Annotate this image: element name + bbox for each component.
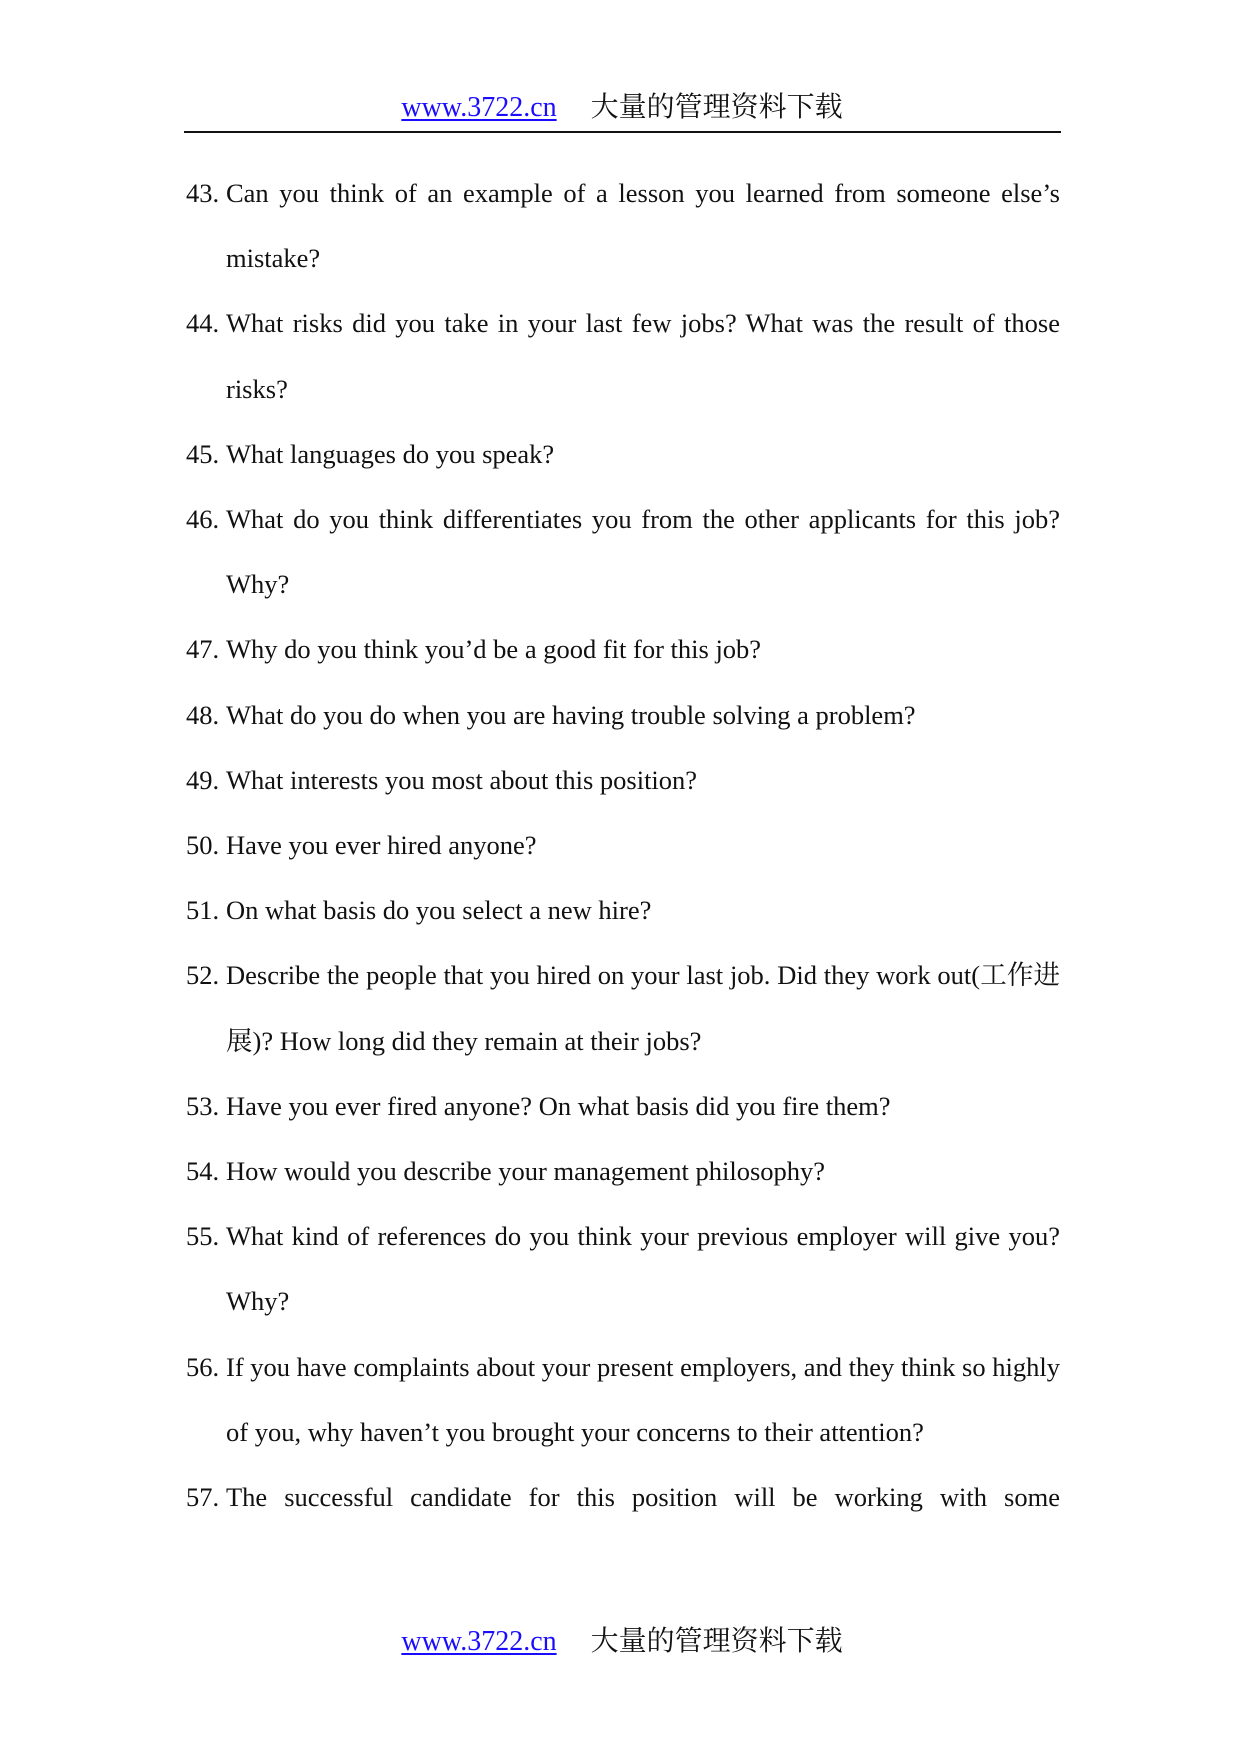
question-text: What kind of references do you think your previous employer will give you? Why? (226, 1221, 1060, 1317)
question-item-43 (186, 161, 1060, 291)
question-text: What interests you most about this position? (226, 764, 698, 795)
question-item-56 (186, 1335, 1060, 1465)
question-item-52 (186, 943, 1060, 1073)
question-item-53 (186, 1074, 1060, 1139)
question-number: 57. (186, 1482, 220, 1513)
question-number: 55. (186, 1221, 220, 1252)
question-list (186, 161, 1060, 1530)
question-item-49 (186, 748, 1060, 813)
question-text: Describe the people that you hired on your last job. Did they work out(工作进展)? How long did they remain at their jobs? (226, 960, 1060, 1056)
question-number: 54. (186, 1156, 220, 1187)
question-number: 51. (186, 895, 220, 926)
question-text: If you have complaints about your present employers, and they think so highly of you, why haven’t you brought your concerns to their attention? (226, 1351, 1060, 1447)
question-number: 47. (186, 634, 220, 665)
footer-tagline: 大量的管理资料下载 (590, 1626, 843, 1657)
question-item-44 (186, 291, 1060, 421)
question-item-50 (186, 813, 1060, 878)
question-text: Have you ever hired anyone? (226, 830, 537, 861)
question-number: 43. (186, 178, 220, 208)
header-divider (184, 131, 1061, 133)
question-number: 45. (186, 438, 220, 469)
question-number: 56. (186, 1351, 220, 1382)
question-item-55 (186, 1204, 1060, 1334)
question-number: 50. (186, 830, 220, 861)
question-number: 52. (186, 960, 220, 991)
question-item-51 (186, 878, 1060, 943)
question-number: 53. (186, 1090, 220, 1121)
header-site-link[interactable]: www.3722.cn (401, 92, 557, 123)
question-text: What do you think differentiates you from the other applicants for this job? Why? (226, 504, 1060, 600)
question-item-48 (186, 683, 1060, 748)
question-number: 44. (186, 308, 220, 339)
question-text: What risks did you take in your last few jobs? What was the result of those risks? (226, 308, 1060, 404)
question-item-45 (186, 422, 1060, 487)
question-text: Have you ever fired anyone? On what basis did you fire them? (226, 1090, 891, 1121)
question-text: What do you do when you are having trouble solving a problem? (226, 699, 916, 730)
question-item-54 (186, 1139, 1060, 1204)
question-text: On what basis do you select a new hire? (226, 895, 652, 926)
question-item-46 (186, 487, 1060, 617)
question-text: What languages do you speak? (226, 438, 555, 469)
question-item-57 (186, 1465, 1060, 1530)
header-tagline: 大量的管理资料下载 (590, 92, 843, 123)
question-text: The successful candidate for this position will be working with some (226, 1482, 1060, 1513)
question-number: 48. (186, 699, 220, 730)
page-header (184, 90, 1060, 126)
question-text: Can you think of an example of a lesson you learned from someone else’s mistake? (226, 178, 1060, 274)
question-text: Why do you think you’d be a good fit for this job? (226, 634, 762, 665)
question-number: 46. (186, 504, 220, 535)
page-footer (184, 1624, 1060, 1660)
footer-site-link[interactable]: www.3722.cn (401, 1626, 557, 1657)
question-item-47 (186, 617, 1060, 682)
question-text: How would you describe your management philosophy? (226, 1156, 826, 1187)
question-number: 49. (186, 764, 220, 795)
